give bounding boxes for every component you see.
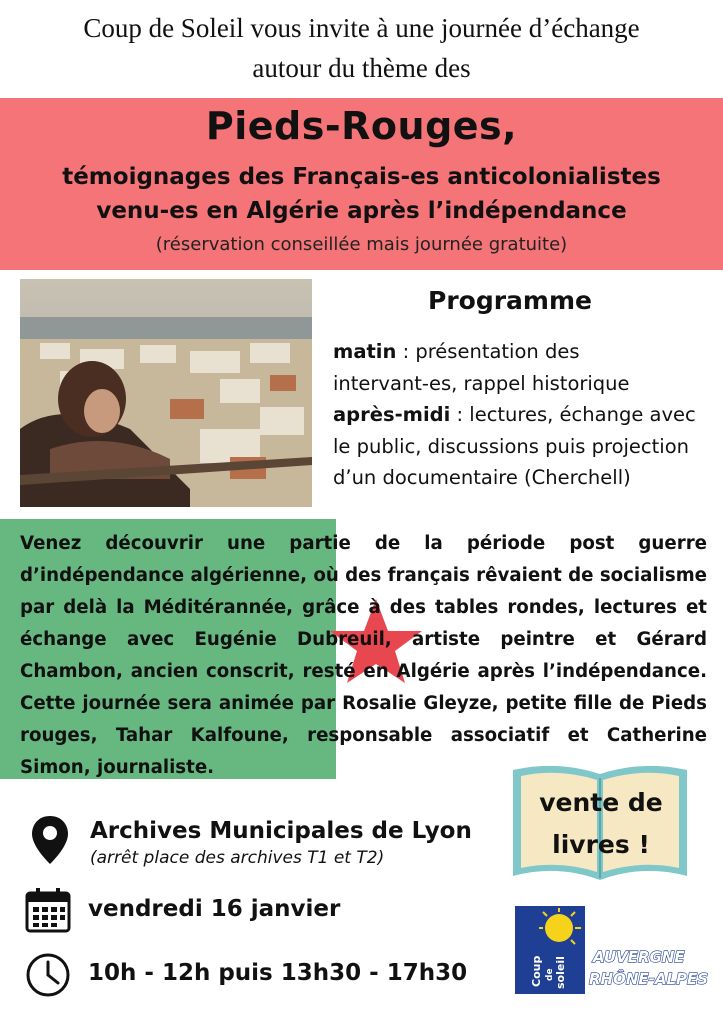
auvergne-rhone-alpes-logo xyxy=(587,940,709,994)
venue-transport: (arrêt place des archives T1 et T2) xyxy=(90,848,385,868)
event-description xyxy=(20,528,707,784)
description-line: Cette journée sera animée par Rosalie Gleyze, petite fille de Pieds xyxy=(20,693,707,714)
programme-details xyxy=(333,336,713,494)
morning-text-2: intervant-es, rappel historique xyxy=(333,371,630,395)
programme-morning-line-1 xyxy=(333,336,713,368)
programme-heading: Programme xyxy=(428,286,592,315)
description-line: échange avec Eugénie Dubreuil, artiste peintre et Gérard xyxy=(20,629,707,650)
afternoon-text-2: le public, discussions puis projection xyxy=(333,434,689,458)
event-date: vendredi 16 janvier xyxy=(88,896,341,922)
intro-line-1: Coup de Soleil vous invite à une journée d’échange xyxy=(83,13,640,43)
subtitle-line-1: témoignages des Français-es anticolonialistes xyxy=(62,164,661,190)
subtitle-line-2: venu-es en Algérie après l’indépendance xyxy=(96,198,627,224)
event-photo xyxy=(20,279,312,507)
logo-coup-text: Coup xyxy=(530,955,543,987)
intro-text xyxy=(0,8,723,88)
coup-de-soleil-logo xyxy=(515,906,585,994)
calendar-icon xyxy=(24,886,72,934)
afternoon-label: après-midi xyxy=(333,403,451,426)
logo-soleil-text: soleil xyxy=(554,956,567,989)
description-line: d’indépendance algérienne, où des français rêvaient de socialisme xyxy=(20,565,708,586)
intro-line-2: autour du thème des xyxy=(252,53,471,83)
afternoon-text-1: : lectures, échange avec xyxy=(450,403,696,426)
morning-label: matin xyxy=(333,340,397,363)
programme-afternoon-line-1 xyxy=(333,399,713,431)
logo-region-line-1: AUVERGNE xyxy=(593,948,685,966)
description-line: Chambon, ancien conscrit, resté en Algérie après l’indépendance. xyxy=(20,661,707,682)
description-line: Venez découvrir une partie de la période post guerre xyxy=(20,533,707,554)
afternoon-text-3: d’un documentaire (Cherchell) xyxy=(333,466,631,489)
city-photo-illustration xyxy=(20,279,312,507)
description-line: rouges, Tahar Kalfoune, responsable associatif et Catherine xyxy=(20,725,707,746)
event-subtitle xyxy=(0,160,723,228)
description-line: par delà la Méditérannée, grâce à des tables rondes, lectures et xyxy=(20,597,707,618)
event-title: Pieds-Rouges, xyxy=(205,104,518,148)
map-pin-icon xyxy=(30,814,70,866)
book-sale-line-1: vente de xyxy=(539,788,663,817)
book-sale-text xyxy=(510,782,692,866)
reservation-note: (réservation conseillée mais journée gratuite) xyxy=(155,234,568,255)
morning-text-1: : présentation des xyxy=(396,340,580,363)
venue-name: Archives Municipales de Lyon xyxy=(90,818,472,844)
logo-region-line-2: RHÔNE-ALPES xyxy=(589,970,709,988)
description-line: Simon, journaliste. xyxy=(20,757,215,778)
event-hours: 10h - 12h puis 13h30 - 17h30 xyxy=(88,960,468,986)
logo-de-text: de xyxy=(545,968,555,981)
clock-icon xyxy=(24,951,72,999)
book-sale-line-2: livres ! xyxy=(552,830,650,859)
